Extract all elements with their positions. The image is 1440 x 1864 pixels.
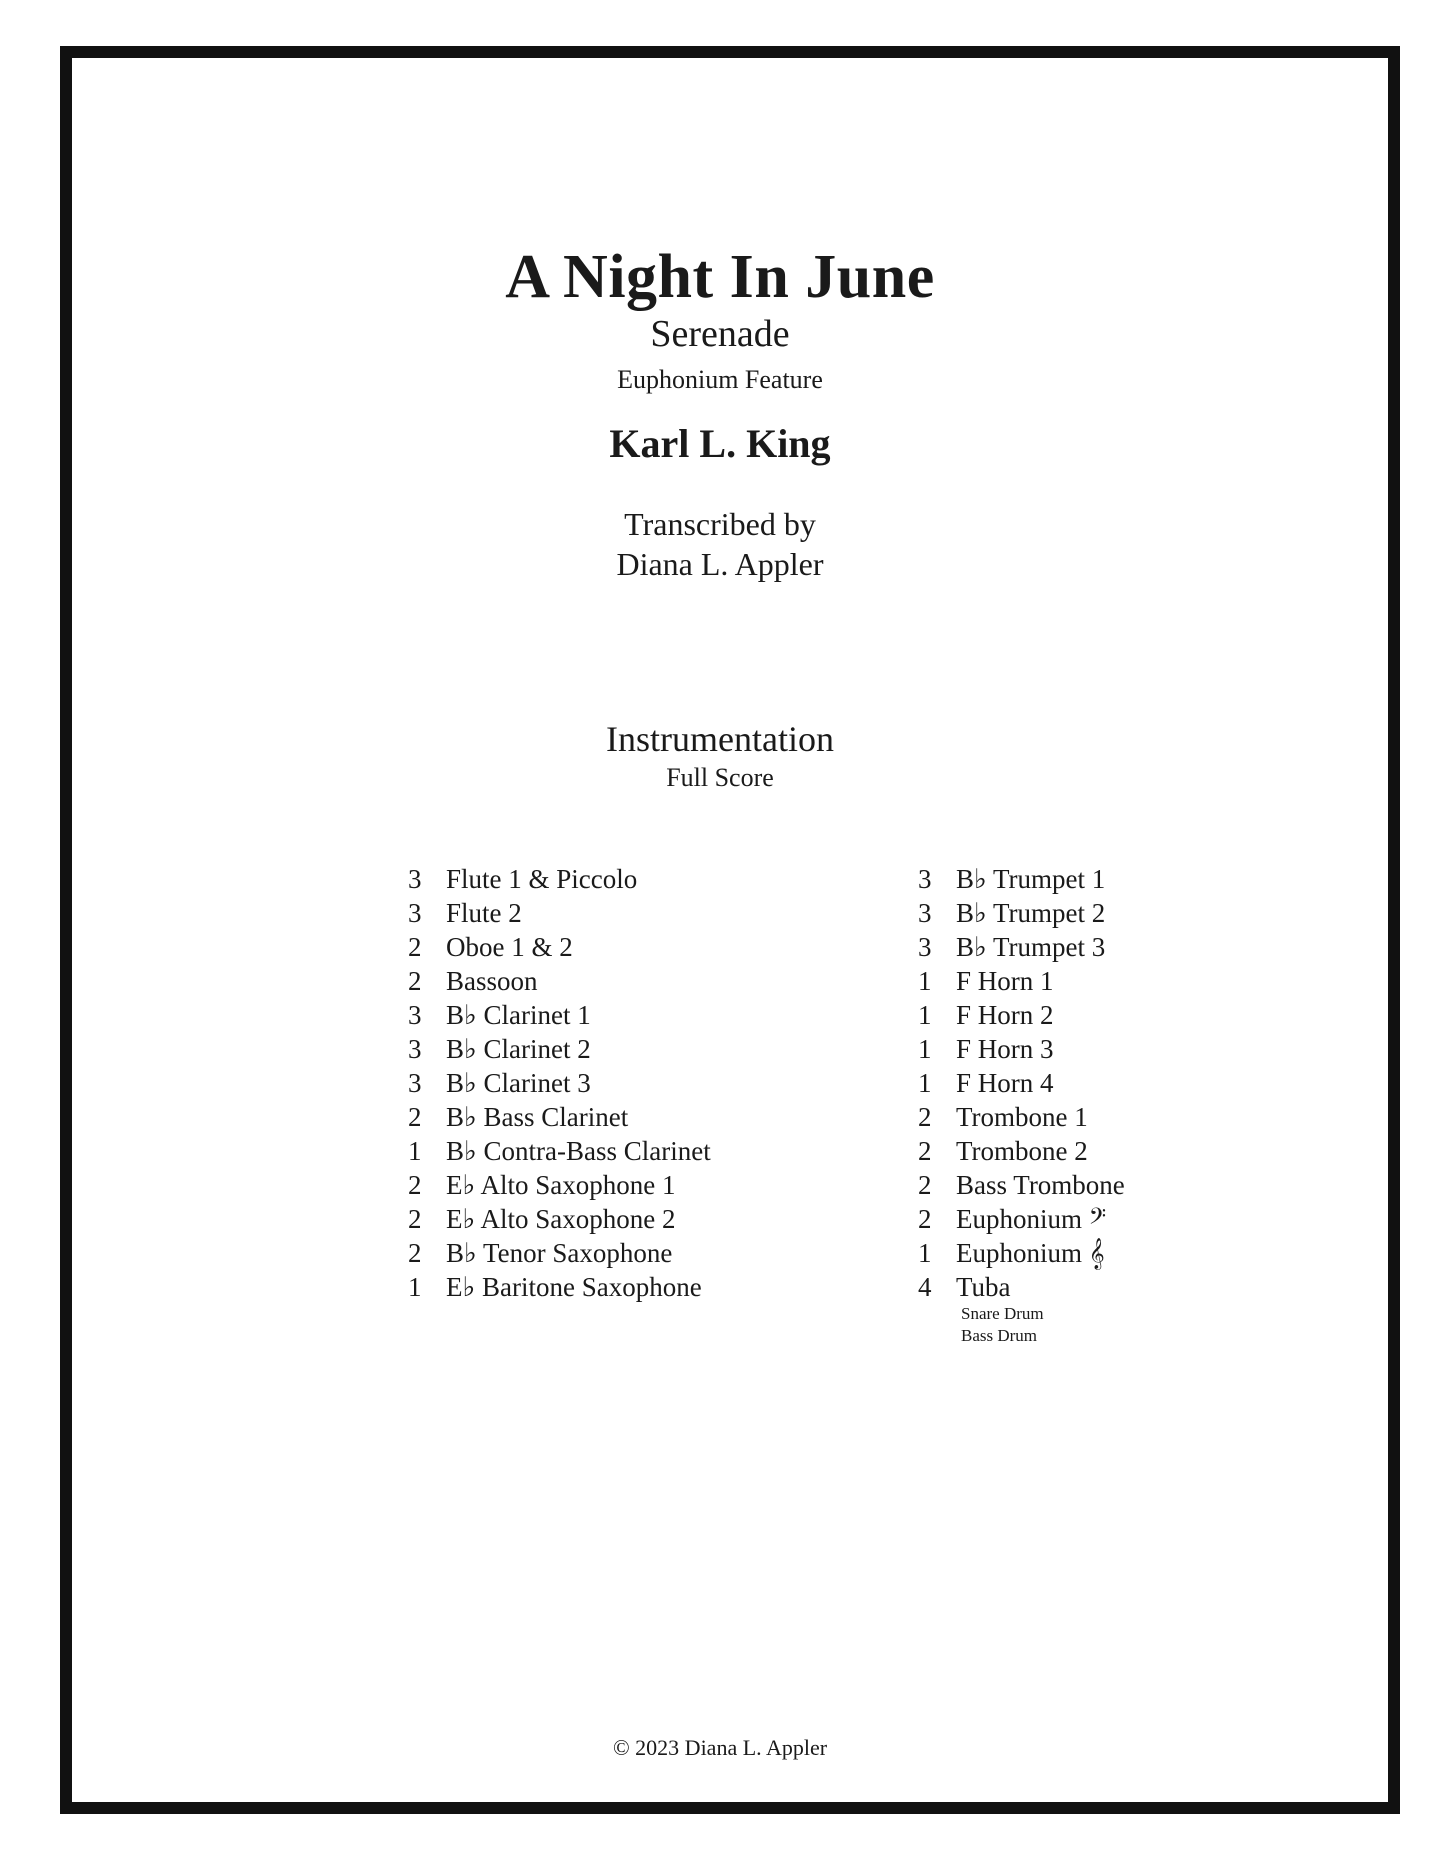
instrument-item	[918, 1100, 1125, 1134]
page-title: A Night In June	[505, 243, 935, 311]
instrument-item	[408, 1100, 711, 1134]
instrument-quantity: 2	[408, 1238, 422, 1268]
instrument-name: Tuba	[956, 1272, 1011, 1302]
instrument-quantity: 3	[408, 1000, 422, 1030]
instrument-name: F Horn 1	[956, 966, 1054, 996]
composer: Karl L. King	[609, 421, 831, 466]
instrument-name: B♭ Trumpet 1	[956, 864, 1106, 894]
instrument-list-right	[918, 862, 1125, 1304]
instrument-name: Trombone 1	[956, 1102, 1088, 1132]
instrument-item	[918, 964, 1125, 998]
instrument-name: F Horn 4	[956, 1068, 1054, 1098]
instrument-item	[408, 930, 711, 964]
instrument-item	[408, 896, 711, 930]
instrument-name: B♭ Bass Clarinet	[446, 1102, 629, 1132]
instrument-item	[408, 1202, 711, 1236]
instrument-item	[408, 862, 711, 896]
instrument-name: Euphonium 𝄢	[956, 1204, 1107, 1234]
instrument-name: Trombone 2	[956, 1136, 1088, 1166]
instrument-name: Oboe 1 & 2	[446, 932, 573, 962]
instrument-quantity: 2	[408, 966, 422, 996]
instrument-name: B♭ Clarinet 1	[446, 1000, 591, 1030]
instrument-name: B♭ Tenor Saxophone	[446, 1238, 673, 1268]
percussion-item: Snare Drum	[961, 1304, 1044, 1323]
instrument-name: B♭ Clarinet 3	[446, 1068, 591, 1098]
feature-note: Euphonium Feature	[617, 365, 823, 394]
percussion-list	[961, 1303, 1044, 1347]
instrument-item	[918, 930, 1125, 964]
instrument-quantity: 2	[918, 1204, 932, 1234]
instrument-name: F Horn 2	[956, 1000, 1054, 1030]
instrument-item	[918, 998, 1125, 1032]
instrument-quantity: 3	[918, 898, 932, 928]
instrument-name: F Horn 3	[956, 1034, 1054, 1064]
instrument-quantity: 3	[918, 864, 932, 894]
instrument-item	[408, 1066, 711, 1100]
instrument-item	[408, 1270, 711, 1304]
instrument-quantity: 1	[918, 1238, 932, 1268]
instrument-quantity: 4	[918, 1272, 932, 1302]
instrument-name: B♭ Contra-Bass Clarinet	[446, 1136, 711, 1166]
instrument-item	[408, 964, 711, 998]
instrument-quantity: 3	[408, 1034, 422, 1064]
percussion-item: Bass Drum	[961, 1326, 1038, 1345]
instrument-item	[918, 1032, 1125, 1066]
instrument-name: Bassoon	[446, 966, 538, 996]
subtitle: Serenade	[650, 313, 790, 355]
instrument-item	[408, 1134, 711, 1168]
instrument-quantity: 2	[408, 1170, 422, 1200]
instrument-quantity: 3	[408, 1068, 422, 1098]
instrument-quantity: 1	[918, 1000, 932, 1030]
instrument-item	[918, 1202, 1125, 1236]
instrument-quantity: 2	[918, 1136, 932, 1166]
instrument-name: Euphonium 𝄞	[956, 1238, 1105, 1268]
instrumentation-subheading: Full Score	[666, 763, 774, 792]
instrument-name: E♭ Baritone Saxophone	[446, 1272, 702, 1302]
instrument-list-left	[408, 862, 711, 1304]
instrument-name: E♭ Alto Saxophone 1	[446, 1170, 676, 1200]
instrument-name: Flute 2	[446, 898, 522, 928]
instrument-item	[918, 862, 1125, 896]
instrument-quantity: 1	[408, 1272, 422, 1302]
instrument-quantity: 2	[918, 1170, 932, 1200]
instrument-name: E♭ Alto Saxophone 2	[446, 1204, 676, 1234]
transcribed-by-label: Transcribed by	[624, 506, 816, 542]
instrument-quantity: 1	[918, 1068, 932, 1098]
transcription-credit	[0, 504, 1440, 584]
instrument-quantity: 1	[408, 1136, 422, 1166]
instrument-quantity: 2	[408, 932, 422, 962]
instrument-name: Bass Trombone	[956, 1170, 1125, 1200]
instrument-name: B♭ Trumpet 3	[956, 932, 1106, 962]
instrument-quantity: 1	[918, 1034, 932, 1064]
instrument-name: Flute 1 & Piccolo	[446, 864, 638, 894]
copyright: © 2023 Diana L. Appler	[612, 1735, 828, 1760]
transcriber-name: Diana L. Appler	[616, 546, 824, 582]
instrument-item	[408, 1236, 711, 1270]
instrument-item	[918, 1168, 1125, 1202]
instrument-quantity: 3	[408, 864, 422, 894]
instrument-item	[918, 1134, 1125, 1168]
instrument-quantity: 2	[918, 1102, 932, 1132]
instrument-item	[918, 1270, 1125, 1304]
instrument-quantity: 2	[408, 1204, 422, 1234]
instrument-item	[918, 1236, 1125, 1270]
instrument-name: B♭ Trumpet 2	[956, 898, 1106, 928]
instrument-quantity: 3	[408, 898, 422, 928]
instrument-item	[918, 1066, 1125, 1100]
instrument-quantity: 1	[918, 966, 932, 996]
instrument-item	[408, 1168, 711, 1202]
instrument-quantity: 3	[918, 932, 932, 962]
instrument-item	[408, 998, 711, 1032]
instrumentation-heading: Instrumentation	[606, 719, 834, 759]
instrument-item	[408, 1032, 711, 1066]
instrument-item	[918, 896, 1125, 930]
instrument-quantity: 2	[408, 1102, 422, 1132]
instrument-name: B♭ Clarinet 2	[446, 1034, 591, 1064]
